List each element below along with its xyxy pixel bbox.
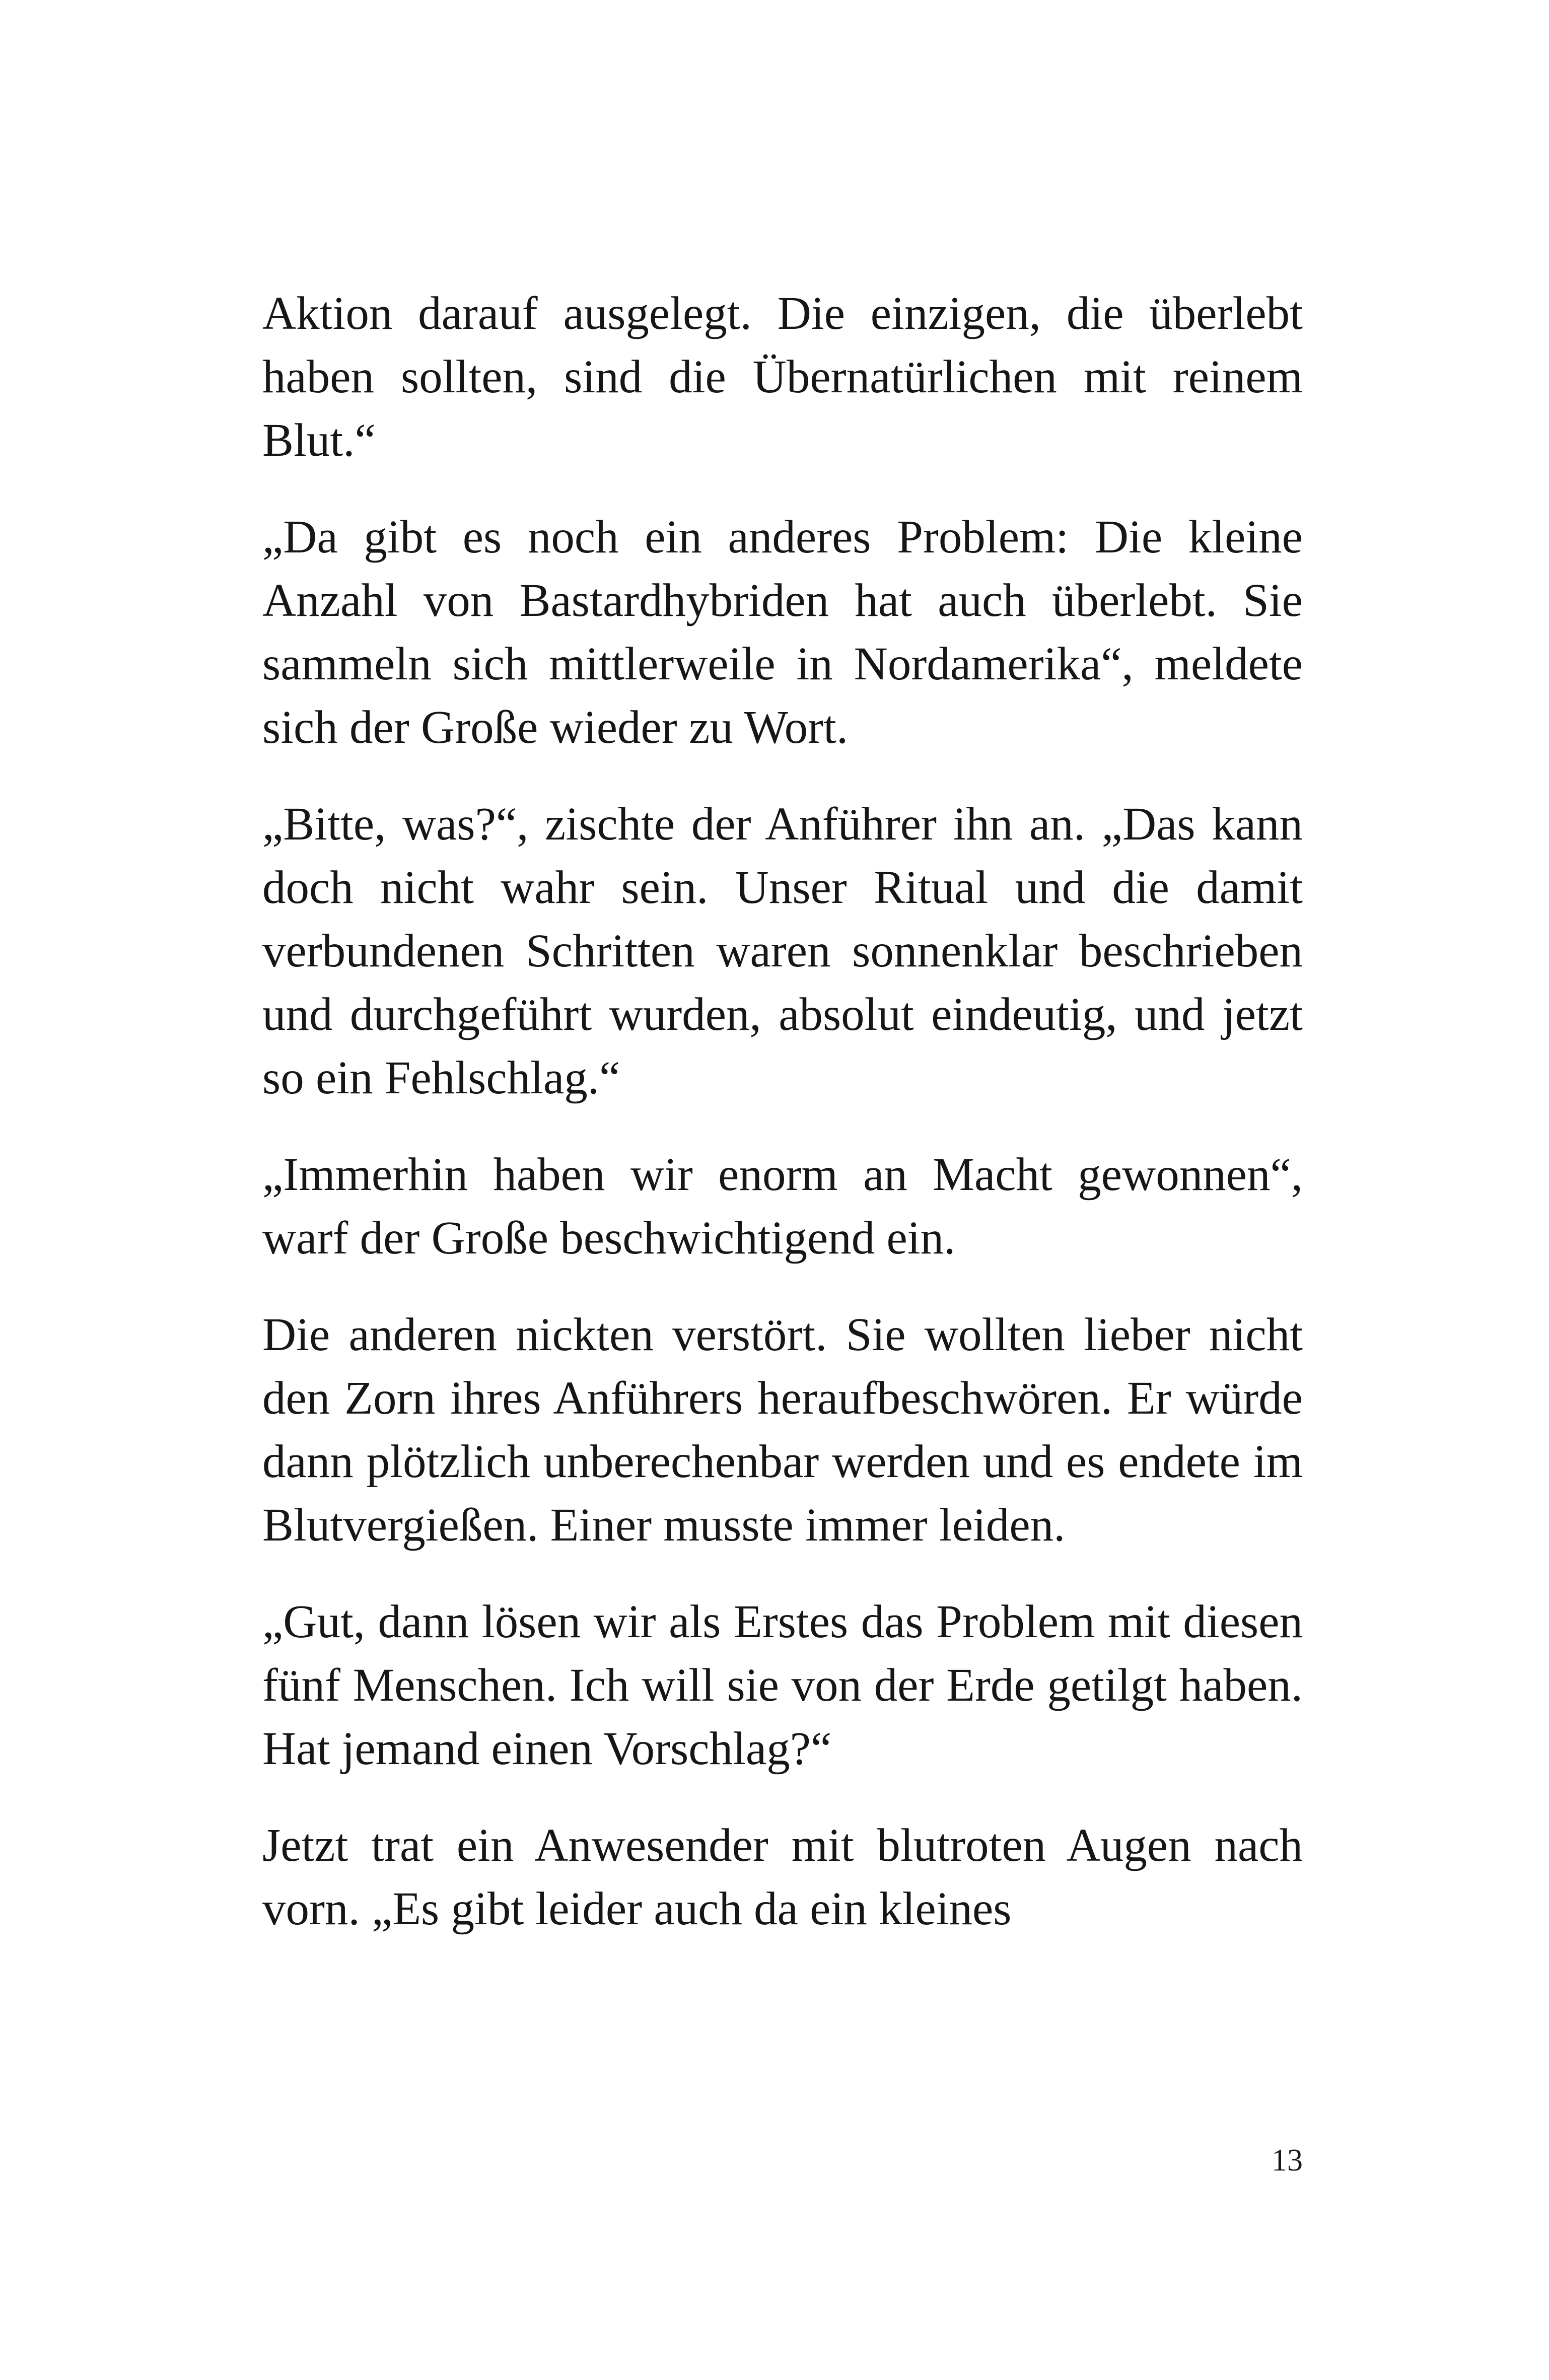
paragraph-6: „Gut, dann lösen wir als Erstes das Problem mit diesen fünf Menschen. Ich will sie von der Erde getilgt haben. Hat jemand einen Vorschlag?“ — [262, 1596, 1303, 1775]
paragraph-4: „Immerhin haben wir enorm an Macht gewonnen“, warf der Große beschwichtigend ein. — [262, 1149, 1303, 1264]
paragraph-2: „Da gibt es noch ein anderes Problem: Die kleine Anzahl von Bastardhybriden hat auch überlebt. Sie sammeln sich mittlerweile in Nordamerika“, meldete sich der Große wieder zu Wort. — [262, 511, 1303, 753]
body-text — [262, 282, 1303, 1974]
paragraph-3: „Bitte, was?“, zischte der Anführer ihn an. „Das kann doch nicht wahr sein. Unser Ritual und die damit verbundenen Schritten waren sonnenklar beschrieben und durchgeführt wurden, absolut eindeutig, und jetzt so ein Fehlschlag.“ — [262, 798, 1303, 1104]
paragraph-7: Jetzt trat ein Anwesender mit blutroten Augen nach vorn. „Es gibt leider auch da ein kleines — [262, 1819, 1303, 1935]
paragraph-1: Aktion darauf ausgelegt. Die einzigen, die überlebt haben sollten, sind die Übernatürlichen mit reinem Blut.“ — [262, 288, 1303, 466]
page-number: 13 — [1272, 2143, 1303, 2178]
paragraph-5: Die anderen nickten verstört. Sie wollten lieber nicht den Zorn ihres Anführers heraufbeschwören. Er würde dann plötzlich unberechenbar werden und es endete im Blutvergießen. Einer musste immer leiden. — [262, 1309, 1303, 1551]
